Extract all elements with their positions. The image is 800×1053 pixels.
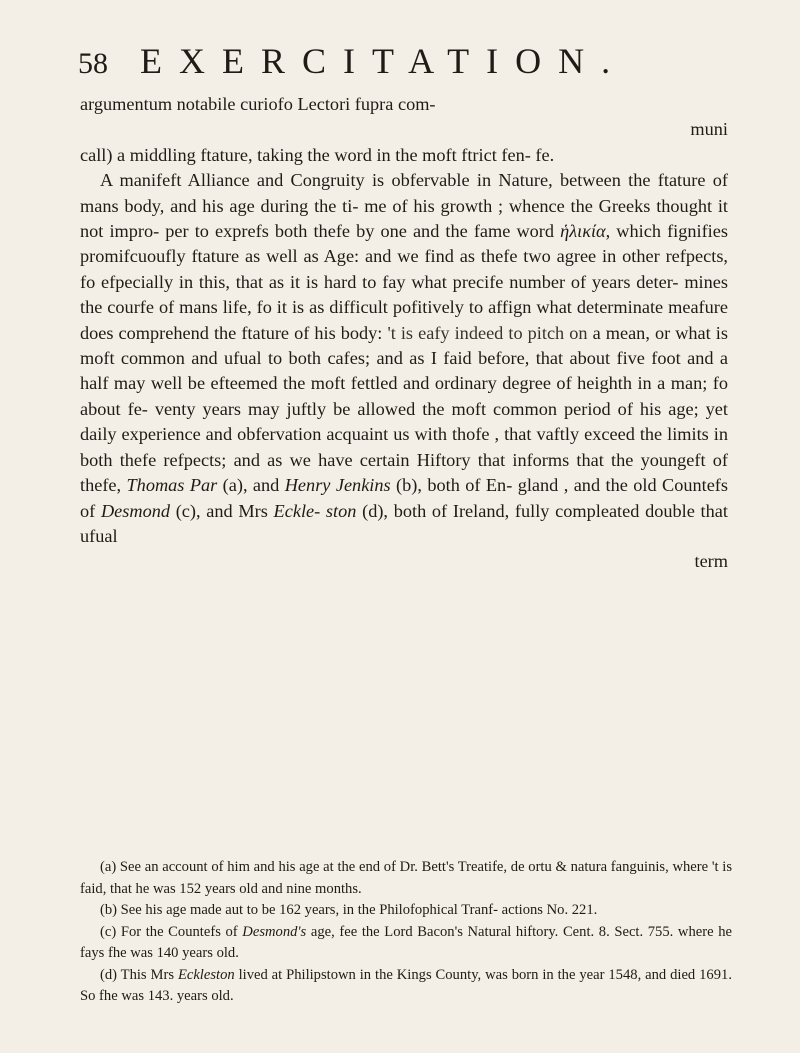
catchword-top: muni — [690, 119, 728, 140]
text-run: , which fignifies promifcuoufly ftature as well as Age: and we find as thefe two agree in other refpects, fo efpecially in this, that as it is hard to fay what precife number of years deter- mines the courfe of mans life, fo it is as difficult pofitively to affign what determinate meafure does comprehend the ftature of his body: — [80, 221, 728, 343]
paragraph: call) a middling ftature, taking the word in the moft ftrict fen- fe. — [80, 144, 555, 165]
person-name: Eckleston — [177, 966, 235, 983]
person-name: Desmond's — [242, 923, 307, 940]
text-run: 't is eafy indeed to pitch on — [387, 322, 588, 343]
footnote-c — [80, 922, 732, 965]
catchword: term — [694, 551, 728, 572]
text-run: a mean, or what is moft common and ufual to both cafes; and as I faid before, that about five foot and a half may well be efteemed the moft fettled and ordinary degree of heighth in a man; fo about fe- venty years may juftly be allowed the moft common period of his age; yet daily experience and obfervation acquaint us with thofe , that vaftly exceed the limits in both thefe refpects; and as we have certain Hiftory that informs that the youngeft of thefe, — [80, 322, 728, 496]
footnote-d — [80, 965, 732, 1008]
footnote-a: (a) See an account of him and his age at the end of Dr. Bett's Treatife, de ortu & natura fanguinis, where 't is faid, that he was 152 years old and nine months. — [80, 859, 732, 897]
main-text — [80, 92, 728, 575]
text-run: A manifeft Alliance and Congruity is obfervable in Nature, between the ftature of mans body, and his age during the ti- me of his growth ; whence the Greeks thought it not impro- per to exprefs both thefe by one and the fame word — [80, 170, 728, 242]
paragraph — [80, 168, 728, 549]
footnote-ref: (a), and — [217, 475, 285, 496]
footnotes — [80, 857, 732, 1008]
text-line: argumentum notabile curiofo Lectori fupra com- — [80, 94, 436, 114]
text-run: age, fee the Lord Bacon's Natural hiftory. Cent. 8. Sect. 755. where he fays fhe was 140 years old. — [80, 923, 732, 961]
person-name: Thomas Par — [126, 475, 218, 496]
page-number: 58 — [78, 47, 108, 80]
footnote-ref: (d), both of Ireland, fully compleated double that ufual — [80, 500, 728, 546]
page-header — [78, 40, 738, 82]
footnote-b: (b) See his age made aut to be 162 years, in the Philofophical Tranf- actions No. 221. — [100, 902, 598, 918]
person-name: Henry Jenkins — [284, 475, 391, 496]
text-run: (c) For the Countefs of — [100, 923, 243, 940]
text-run: lived at Philipstown in the Kings County, was born in the year 1548, and died 1691. So fhe was 143. years old. — [80, 966, 732, 1004]
footnote-ref: (c), and Mrs — [170, 500, 274, 521]
footnote-ref: (b), both of En- gland , and the old Countefs of — [80, 475, 729, 521]
person-name: Desmond — [100, 500, 170, 521]
person-name: Eckle- ston — [273, 500, 357, 521]
text-run: (d) This Mrs — [100, 966, 178, 983]
running-title: EXERCITATION. — [140, 41, 628, 81]
greek-word: ἡλικία — [560, 221, 606, 242]
